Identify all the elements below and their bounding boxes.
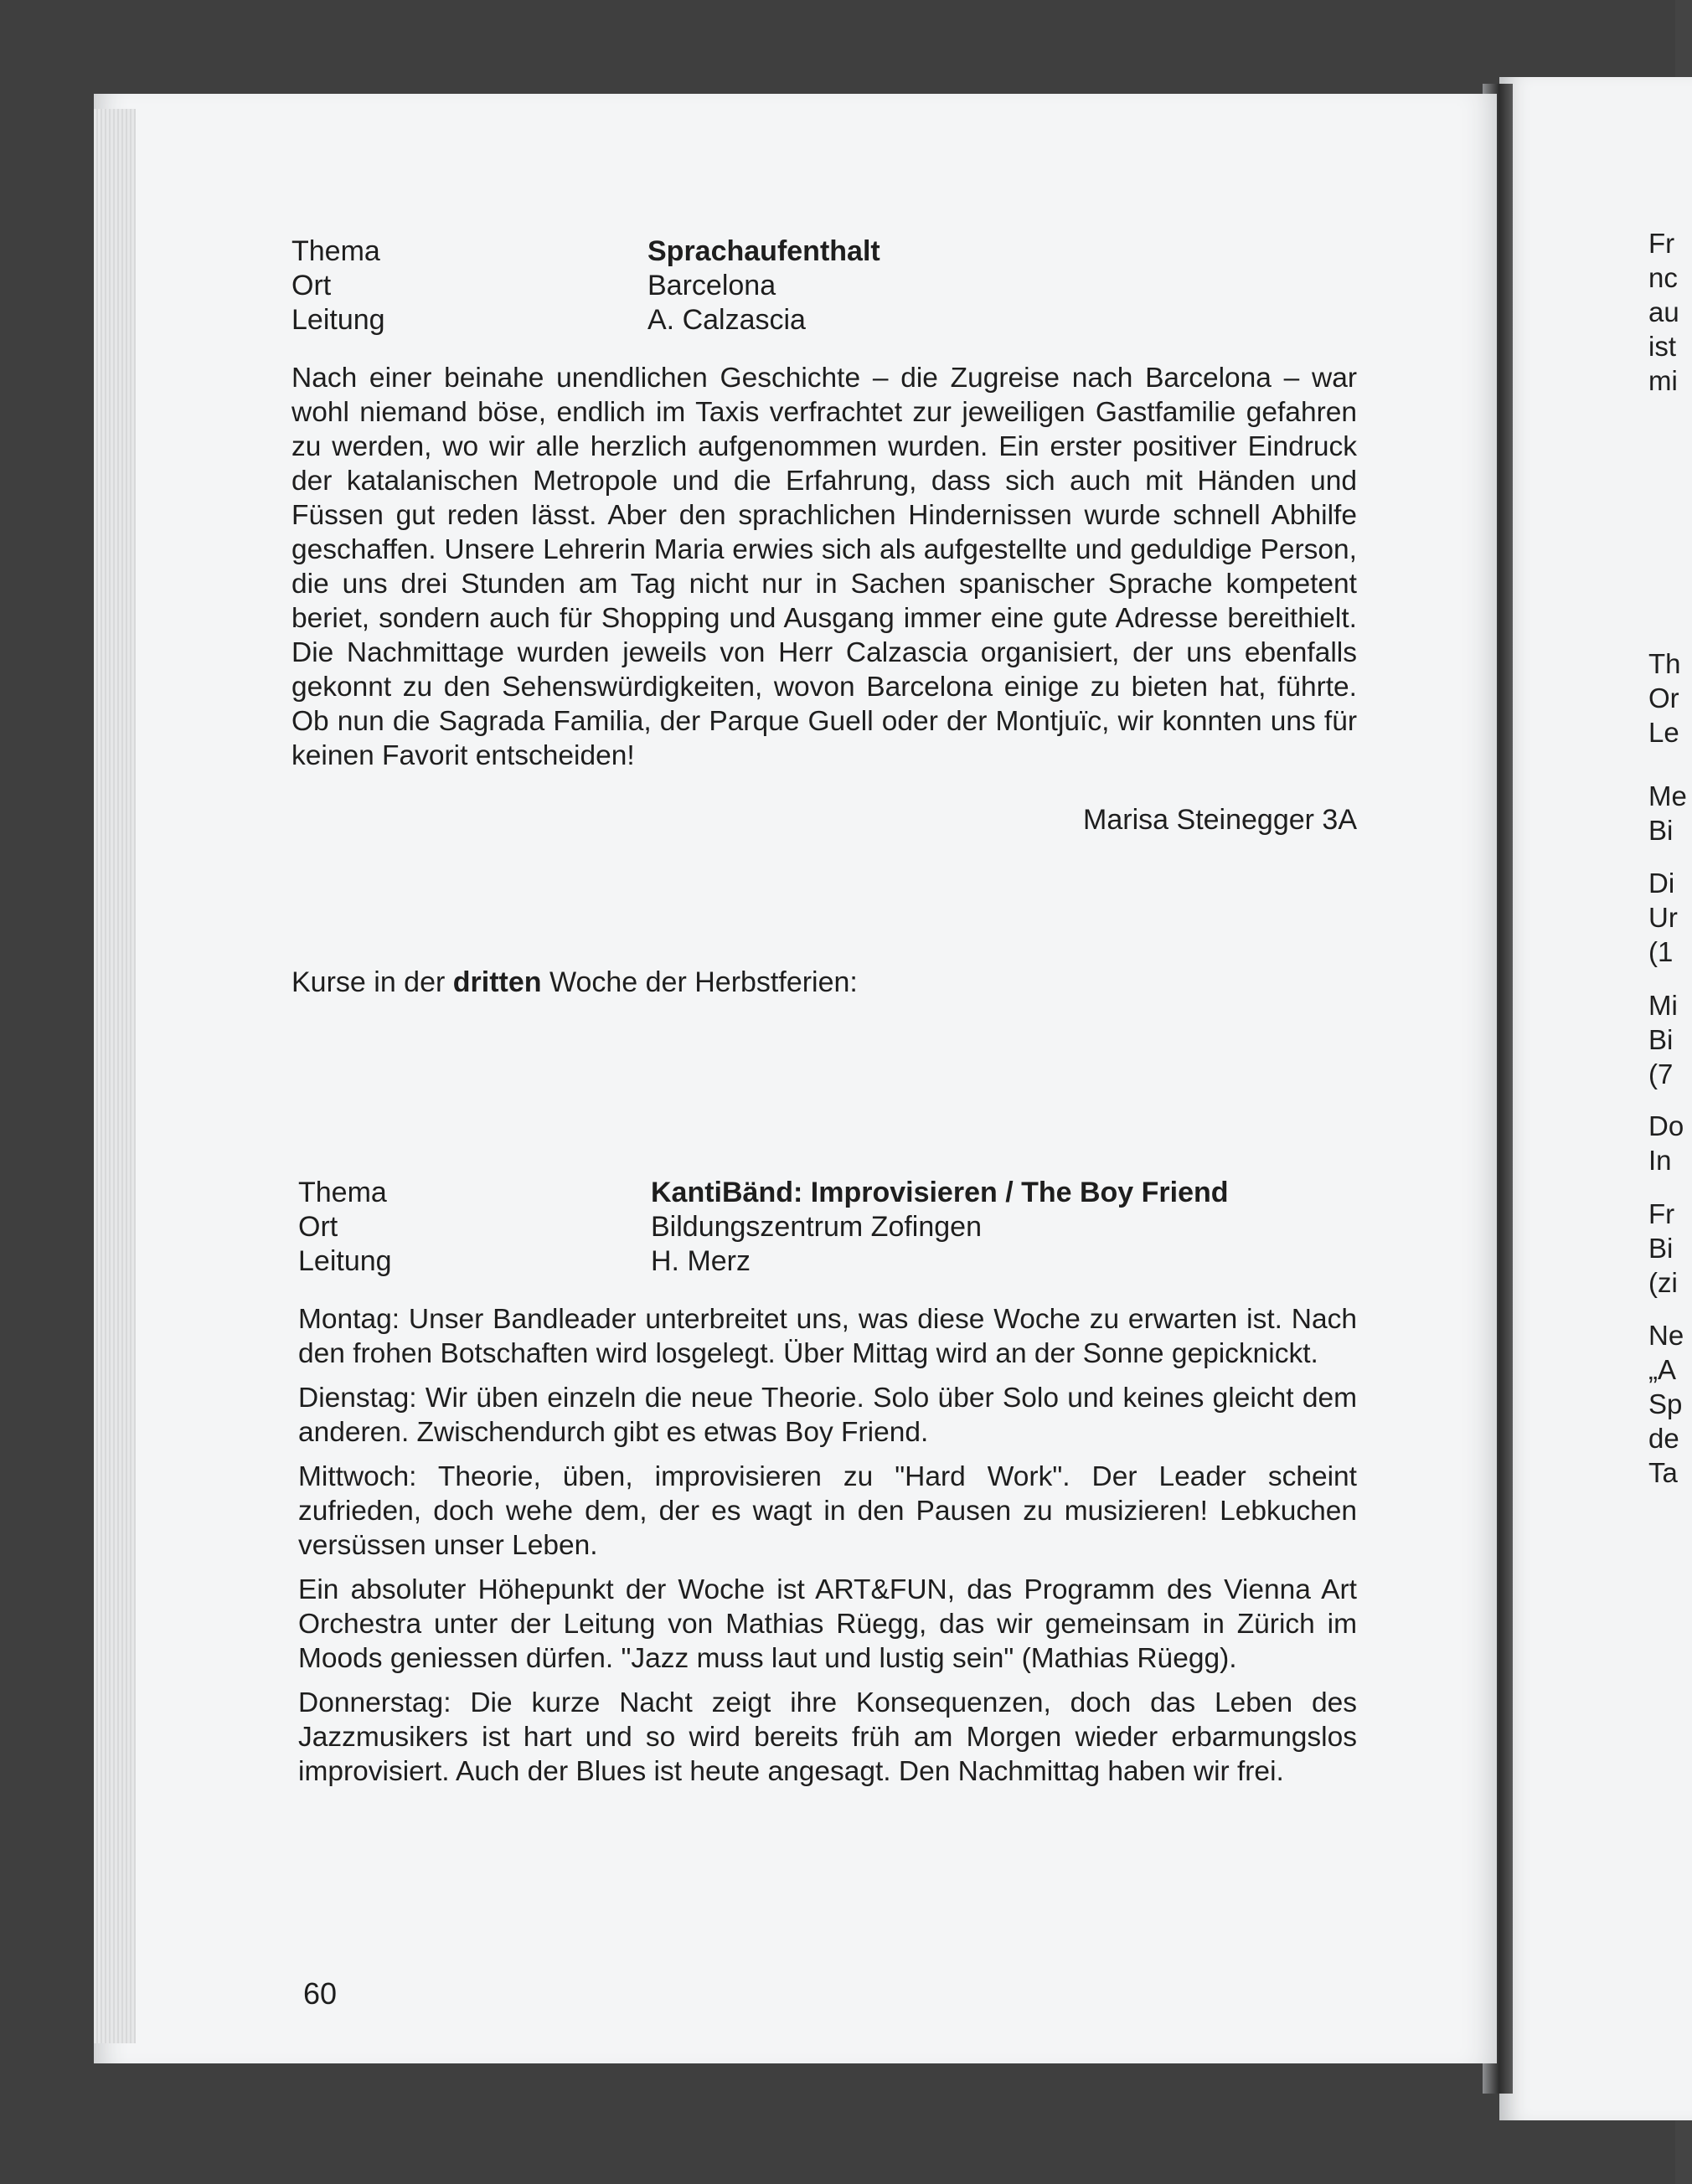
right-page-fragment: Mi (1648, 990, 1678, 1021)
section-heading-before: Kurse in der (291, 966, 453, 998)
page-edges (94, 109, 136, 2043)
right-page-fragment: Di (1648, 868, 1675, 899)
leitung-label: Leitung (291, 304, 385, 336)
right-page-fragment: Bi (1648, 1233, 1674, 1264)
right-page-fragment: Or (1648, 682, 1679, 713)
right-page-fragment: (1 (1648, 936, 1674, 967)
right-page-fragment: Ur (1648, 902, 1678, 933)
paragraph-artfun: Ein absoluter Höhepunkt der Woche ist ART&FUN, das Programm des Vienna Art Orchestra unter der Leitung von Mathias Rüegg, das wir gemeinsam in Zürich im Moods geniessen dürfen. "Jazz muss laut und lustig sein" (Mathias Rüegg). (298, 1574, 1357, 1674)
right-page-fragment: Bi (1648, 815, 1674, 846)
right-page-fragment: Fr (1648, 1198, 1675, 1229)
right-page-fragment: ist (1648, 331, 1676, 362)
right-page-fragment: Me (1648, 780, 1687, 811)
paragraph-donnerstag: Donnerstag: Die kurze Nacht zeigt ihre Konsequenzen, doch das Leben des Jazzmusikers ist hart und so wird bereits früh am Morgen wieder erbarmungslos improvisiert. Auch der Blues ist heute angesagt. Den Nachmittag haben wir frei. (298, 1687, 1357, 1787)
meta-row-ort (291, 269, 1357, 303)
ort-label: Ort (298, 1211, 338, 1243)
paragraph-mittwoch: Mittwoch: Theorie, üben, improvisieren zu "Hard Work". Der Leader scheint zufrieden, doch wehe dem, der es wagt in den Pausen zu musizieren! Lebkuchen versüssen unser Leben. (298, 1461, 1357, 1561)
right-page-fragment: Sp (1648, 1388, 1683, 1419)
article-kantiband (298, 1176, 1357, 1799)
paragraph-montag: Montag: Unser Bandleader unterbreitet uns, was diese Woche zu erwarten ist. Nach den frohen Botschaften wird losgelegt. Über Mittag wird an der Sonne gepicknickt. (298, 1304, 1357, 1369)
right-page-fragment: de (1648, 1423, 1679, 1454)
meta-row-ort (298, 1210, 1357, 1244)
article-sprachaufenthalt (291, 234, 1357, 1000)
right-page-fragment: Th (1648, 648, 1681, 679)
right-page-fragment: (zi (1648, 1267, 1678, 1298)
meta-row-leitung (291, 303, 1357, 337)
section-heading (291, 966, 1357, 1000)
ort-label: Ort (291, 270, 332, 301)
section-heading-bold: dritten (452, 966, 542, 998)
article-body: Nach einer beinahe unendlichen Geschichte – die Zugreise nach Barcelona – war wohl niemand böse, endlich im Taxis verfrachtet zur jeweiligen Gastfamilie gefahren zu werden, wo wir alle herzlich aufgenommen wurden. Ein erster positiver Eindruck der katalanischen Metropole und die Erfahrung, dass sich auch mit Händen und Füssen gut reden lässt. Aber den sprachlichen Hindernissen wurde schnell Abhilfe geschaffen. Unsere Lehrerin Maria erwies sich als aufgestellte und geduldige Person, die uns drei Stunden am Tag nicht nur in Sachen spanischer Sprache kompetent beriet, sondern auch für Shopping und Ausgang immer eine gute Adresse bereithielt. Die Nachmittage wurden jeweils von Herr Calzascia organisiert, der uns ebenfalls gekonnt zu den Sehenswürdigkeiten, wovon Barcelona einige zu bieten hat, führte. Ob nun die Sagrada Familia, der Parque Guell oder der Montjuïc, wir konnten uns für keinen Favorit entscheiden! (291, 363, 1357, 771)
right-page-fragment: au (1648, 296, 1679, 327)
thema-value: Sprachaufenthalt (647, 235, 880, 267)
meta-row-leitung (298, 1244, 1357, 1279)
right-page-fragment: „A (1648, 1354, 1676, 1385)
right-page-fragment: Le (1648, 717, 1679, 748)
right-page-fragment: mi (1648, 365, 1678, 396)
meta-row-thema (291, 234, 1357, 269)
thema-label: Thema (298, 1177, 387, 1208)
right-page-fragment: Ta (1648, 1457, 1678, 1488)
ort-value: Barcelona (647, 270, 776, 301)
author-signature: Marisa Steinegger 3A (1083, 804, 1357, 836)
paragraph-dienstag: Dienstag: Wir üben einzeln die neue Theorie. Solo über Solo und keines gleicht dem anderen. Zwischendurch gibt es etwas Boy Friend. (298, 1383, 1357, 1448)
right-page-fragment: In (1648, 1145, 1672, 1176)
right-page-fragment: Bi (1648, 1024, 1674, 1055)
leitung-value: A. Calzascia (647, 304, 806, 336)
thema-value: KantiBänd: Improvisieren / The Boy Friend (651, 1177, 1229, 1208)
right-page-fragment: Fr (1648, 228, 1675, 259)
thema-label: Thema (291, 235, 380, 267)
right-page-fragment: (7 (1648, 1059, 1674, 1089)
right-page-fragment: nc (1648, 262, 1678, 293)
ort-value: Bildungszentrum Zofingen (651, 1211, 983, 1243)
leitung-value: H. Merz (651, 1245, 751, 1277)
right-page-fragment: Ne (1648, 1320, 1684, 1351)
leitung-label: Leitung (298, 1245, 392, 1277)
right-page-fragment: Do (1648, 1110, 1684, 1141)
right-page (1499, 77, 1692, 2120)
page-number: 60 (303, 1976, 338, 2011)
meta-row-thema (298, 1176, 1357, 1210)
section-heading-after: Woche der Herbstferien: (541, 966, 858, 998)
